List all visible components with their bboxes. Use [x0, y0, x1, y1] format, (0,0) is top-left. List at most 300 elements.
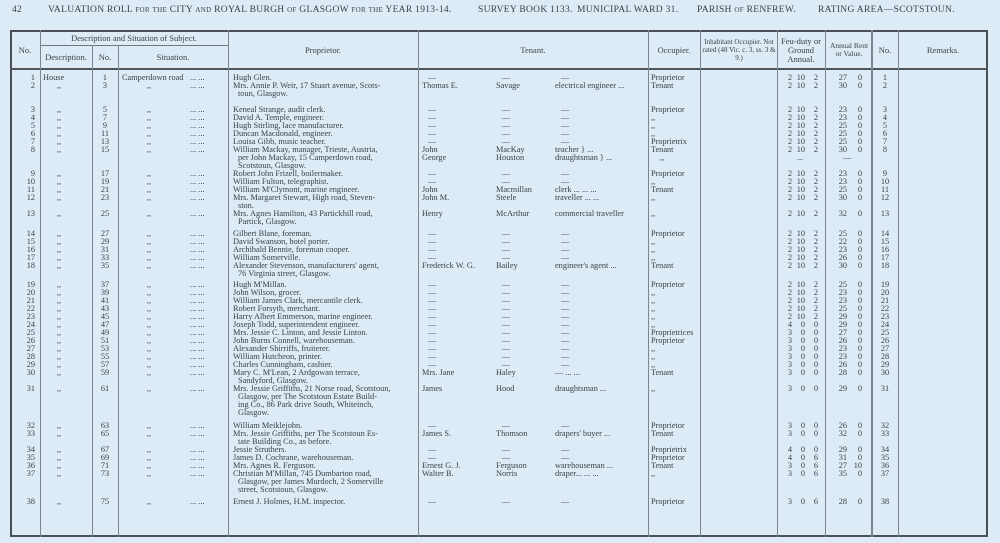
rent-shillings: 0 — [857, 328, 862, 337]
row-number: 27 — [26, 344, 35, 353]
row-number: 16 — [26, 245, 35, 254]
tenant-field: — — [427, 169, 437, 178]
roll-title: VALUATION ROLL for the CITY and ROYAL BURGH of GLASGOW for the YEAR 1913-14. — [48, 5, 452, 15]
row-number-right: 13 — [880, 209, 890, 218]
row-number-right: 24 — [880, 320, 890, 329]
tenant-field: teacher } ... — [555, 145, 594, 154]
col-house-no: No. — [98, 51, 112, 62]
row-number: 28 — [26, 352, 35, 361]
proprietor-line: William James Clark, mercantile clerk. — [233, 296, 363, 305]
tenant-field: Henry — [422, 209, 443, 218]
tenant-field: — — [501, 497, 511, 506]
tenant-field: John — [422, 185, 438, 194]
row-number-right: 3 — [882, 105, 888, 114]
rent-shillings: 0 — [857, 209, 862, 218]
situation-dots: ... ... — [190, 209, 205, 218]
occupier: ,, — [651, 245, 656, 254]
feu-shillings: 10 — [796, 304, 805, 313]
row-number-right: 32 — [880, 421, 890, 430]
house-number: 49 — [100, 328, 110, 337]
house-number: 55 — [100, 352, 110, 361]
feu-pounds: 2 — [787, 105, 792, 114]
rent-pounds: 29 — [838, 445, 847, 454]
feu-shillings: 10 — [796, 185, 805, 194]
situation-dots: ... ... — [190, 328, 205, 337]
feu-shillings: 10 — [796, 280, 805, 289]
proprietor-line: William Meiklejohn. — [233, 421, 303, 430]
row-number: 33 — [26, 429, 35, 438]
rent-shillings: 10 — [853, 461, 862, 470]
column-rule — [92, 45, 93, 537]
tenant-field: — — [501, 253, 511, 262]
row-number: 11 — [27, 185, 35, 194]
occupier: Proprietor — [651, 497, 685, 506]
rent-pounds: 30 — [838, 261, 847, 270]
feu-pence: 2 — [813, 296, 818, 305]
occupier: Proprietor — [651, 229, 685, 238]
situation: ,, — [146, 177, 152, 186]
occupier: Tenant — [651, 185, 674, 194]
tenant-field: engineer's agent ... — [555, 261, 617, 270]
survey-book: SURVEY BOOK 1133. — [478, 5, 573, 15]
situation-dots: ... ... — [190, 384, 205, 393]
feu-shillings: 0 — [800, 328, 805, 337]
house-number: 7 — [102, 113, 108, 122]
tenant-field: — — [501, 445, 511, 454]
rent-pounds: 26 — [838, 421, 847, 430]
house-number: 31 — [100, 245, 110, 254]
feu-pence: 2 — [813, 169, 818, 178]
feu-pounds: 2 — [787, 81, 792, 90]
situation-dots: ... ... — [190, 253, 205, 262]
row-number: 24 — [26, 320, 35, 329]
feu-pence: 0 — [813, 344, 818, 353]
proprietor-line: Archibald Bennie, foreman cooper. — [233, 245, 350, 254]
feu-pence: 0 — [813, 360, 818, 369]
proprietor-line: Mrs. Jessie Griffiths, per The Scotstoun Es- — [233, 429, 378, 438]
row-number: 22 — [26, 304, 35, 313]
situation: ,, — [146, 429, 152, 438]
rent-pounds: 25 — [838, 121, 847, 130]
rent-shillings: 0 — [857, 288, 862, 297]
situation: ,, — [146, 129, 152, 138]
row-number: 5 — [30, 121, 35, 130]
tenant-field: John M. — [422, 193, 450, 202]
proprietor-line: ston. — [238, 201, 254, 210]
house-number: 41 — [100, 296, 110, 305]
situation: ,, — [146, 288, 152, 297]
feu-shillings: 10 — [796, 137, 805, 146]
tenant-field: — — [501, 336, 511, 345]
feu-shillings: 10 — [796, 113, 805, 122]
proprietor-line: per John Mackay, 15 Camperdown road, — [238, 153, 373, 162]
row-number: 29 — [26, 360, 35, 369]
tenant-field: Walter B. — [422, 469, 454, 478]
proprietor-line: Mrs. Agnes Hamilton, 43 Partickhill road, — [233, 209, 373, 218]
tenant-field: — — [560, 73, 570, 82]
rent-shillings: 0 — [857, 352, 862, 361]
rent-pounds: 25 — [838, 304, 847, 313]
row-number-right: 35 — [880, 453, 890, 462]
tenant-field: Ferguson — [496, 461, 527, 470]
situation: ,, — [146, 421, 152, 430]
rent-pounds: 35 — [838, 469, 847, 478]
rent-shillings: 0 — [857, 453, 862, 462]
rent-shillings: 0 — [857, 368, 862, 377]
rent-pounds: 23 — [838, 105, 847, 114]
proprietor-line: Louisa Gibb, music teacher. — [233, 137, 326, 146]
tenant-field: — — [560, 453, 570, 462]
situation: ,, — [146, 229, 152, 238]
tenant-field: — — [427, 320, 437, 329]
house-number: 51 — [100, 336, 110, 345]
rent-shillings: 0 — [857, 280, 862, 289]
description: ,, — [56, 129, 62, 138]
occupier: ,, — [651, 360, 656, 369]
feu-pounds: 3 — [787, 328, 792, 337]
description: ,, — [56, 469, 62, 478]
feu-pence: 2 — [813, 312, 818, 321]
feu-pence: 0 — [813, 368, 818, 377]
rent-shillings: 0 — [857, 73, 862, 82]
description: ,, — [56, 421, 62, 430]
row-number-right: 29 — [880, 360, 890, 369]
proprietor-line: Glasgow. — [238, 408, 270, 417]
occupier: ,, — [651, 304, 656, 313]
feu-pounds: 3 — [787, 368, 792, 377]
tenant-field: — — [427, 137, 437, 146]
rent-shillings: 0 — [857, 304, 862, 313]
tenant-field: Thomson — [496, 429, 528, 438]
tenant-field: — — [560, 105, 570, 114]
feu-pence: 2 — [813, 105, 818, 114]
proprietor-line: Mrs. Jessie C. Linton, and Jessie Linton. — [233, 328, 368, 337]
rent-shillings: 0 — [857, 384, 862, 393]
column-rule — [871, 30, 873, 537]
house-number: 53 — [100, 344, 110, 353]
occupier: ,, — [651, 384, 656, 393]
tenant-field: — — [427, 344, 437, 353]
situation-dots: ... ... — [190, 145, 205, 154]
rent-shillings: 0 — [857, 245, 862, 254]
situation: ,, — [146, 453, 152, 462]
tenant-field: — — [560, 121, 570, 130]
rent-pounds: 25 — [838, 280, 847, 289]
feu-pounds: 3 — [787, 429, 792, 438]
feu-pounds: 2 — [787, 129, 792, 138]
feu-shillings: 0 — [800, 421, 805, 430]
tenant-field: — — [501, 288, 511, 297]
proprietor-line: William Somerville. — [233, 253, 301, 262]
tenant-field: Houston — [496, 153, 525, 162]
situation: ,, — [146, 296, 152, 305]
tenant-field: commercial traveller — [555, 209, 624, 218]
col-description: Description. — [45, 51, 87, 62]
tenant-field: — — [560, 312, 570, 321]
rent-shillings: 0 — [857, 145, 862, 154]
proprietor-line: John Wilson, grocer. — [233, 288, 302, 297]
tenant-field: drapers' buyer ... — [555, 429, 611, 438]
feu-shillings: 0 — [800, 320, 805, 329]
row-number-right: 36 — [880, 461, 890, 470]
occupier: ,, — [651, 113, 656, 122]
tenant-field: — — [427, 328, 437, 337]
tenant-field: — — [501, 328, 511, 337]
rent-shillings: 0 — [857, 429, 862, 438]
tenant-field: — — [560, 229, 570, 238]
situation-dots: ... ... — [190, 312, 205, 321]
tenant-field: — — [501, 105, 511, 114]
rent-shillings: 0 — [857, 336, 862, 345]
situation-dots: ... ... — [190, 129, 205, 138]
house-number: 61 — [100, 384, 110, 393]
proprietor-line: Alexander Stevenson, manufacturers' agent, — [233, 261, 379, 270]
row-number: 6 — [30, 129, 35, 138]
feu-pounds: 3 — [787, 352, 792, 361]
feu-pounds: 2 — [787, 113, 792, 122]
rent-shillings: 0 — [857, 185, 862, 194]
situation: ,, — [146, 497, 152, 506]
occupier: Tenant — [651, 429, 674, 438]
row-number-right: 5 — [882, 121, 888, 130]
rent-pounds: 27 — [838, 328, 847, 337]
feu-pence: 2 — [813, 261, 818, 270]
feu-pounds: 2 — [787, 261, 792, 270]
row-number-right: 20 — [880, 288, 890, 297]
rent-shillings: 0 — [857, 237, 862, 246]
occupier: ,, — [651, 320, 656, 329]
feu-pounds: 2 — [787, 193, 792, 202]
tenant-field: — — [560, 497, 570, 506]
proprietor-line: Ernest J. Holmes, H.M. inspector. — [233, 497, 346, 506]
row-number-right: 21 — [880, 296, 890, 305]
description: ,, — [56, 288, 62, 297]
description: ,, — [56, 497, 62, 506]
situation: ,, — [146, 253, 152, 262]
row-number-right: 38 — [880, 497, 890, 506]
description: ,, — [56, 193, 62, 202]
row-number: 9 — [30, 169, 35, 178]
description: ,, — [56, 209, 62, 218]
proprietor-line: William Mackay, manager, Trieste, Austria, — [233, 145, 378, 154]
situation: ,, — [146, 193, 152, 202]
proprietor-line: Glasgow, per James Murdoch, 2 Somerville — [238, 477, 384, 486]
col-situation: Situation. — [156, 51, 190, 62]
tenant-field: clerk ... ... ... — [555, 185, 597, 194]
feu-shillings: 0 — [800, 368, 805, 377]
feu-pence: 0 — [813, 328, 818, 337]
feu-pounds: 2 — [787, 73, 792, 82]
situation: ,, — [146, 360, 152, 369]
rent-pounds: 31 — [838, 453, 847, 462]
situation: ,, — [146, 304, 152, 313]
situation-dots: ... ... — [190, 469, 205, 478]
row-number: 18 — [26, 261, 35, 270]
house-number: 63 — [100, 421, 110, 430]
column-rule — [40, 30, 41, 537]
description: ,, — [56, 445, 62, 454]
rent-shillings: 0 — [857, 121, 862, 130]
row-number: 32 — [26, 421, 35, 430]
row-number: 8 — [30, 145, 35, 154]
description: ,, — [56, 237, 62, 246]
row-number-right: 16 — [880, 245, 890, 254]
house-number: 13 — [100, 137, 110, 146]
proprietor-line: Mrs. Jessie Griffiths, 21 Norse road, Scotstoun, — [233, 384, 391, 393]
feu-shillings: 0 — [800, 360, 805, 369]
feu-shillings: 10 — [796, 237, 805, 246]
house-number: 29 — [100, 237, 110, 246]
tenant-field: — — [560, 445, 570, 454]
feu-shillings: 10 — [796, 253, 805, 262]
proprietor-line: tate Building Co., as before. — [238, 437, 332, 446]
row-number-right: 31 — [880, 384, 890, 393]
tenant-field: MacKay — [496, 145, 525, 154]
description: ,, — [56, 360, 62, 369]
rent-pounds: 25 — [838, 129, 847, 138]
occupier: Proprietor — [651, 105, 685, 114]
description: ,, — [56, 304, 62, 313]
proprietor-line: David A. Temple, engineer. — [233, 113, 324, 122]
situation: ,, — [146, 245, 152, 254]
situation-dots: ... ... — [190, 105, 205, 114]
rent-shillings: 0 — [857, 360, 862, 369]
occupier: ,, — [651, 312, 656, 321]
row-number-right: 34 — [880, 445, 890, 454]
tenant-field: Savage — [496, 81, 520, 90]
rent-pounds: 23 — [838, 288, 847, 297]
tenant-field: Haley — [496, 368, 516, 377]
feu-pence: 0 — [813, 384, 818, 393]
description: House — [43, 73, 65, 82]
feu-shillings: 10 — [796, 129, 805, 138]
feu-shillings: 10 — [796, 245, 805, 254]
tenant-field: — — [427, 113, 437, 122]
situation-dots: ... ... — [190, 193, 205, 202]
tenant-field: Bailey — [496, 261, 518, 270]
feu-pence: 2 — [813, 73, 818, 82]
description: ,, — [56, 344, 62, 353]
tenant-field: — — [501, 360, 511, 369]
description: ,, — [56, 384, 62, 393]
feu-pounds: 3 — [787, 336, 792, 345]
house-number: 33 — [100, 253, 110, 262]
situation: ,, — [146, 328, 152, 337]
description: ,, — [56, 296, 62, 305]
rent-pounds: 30 — [838, 145, 847, 154]
tenant-field: — — [427, 121, 437, 130]
row-number: 3 — [30, 105, 35, 114]
feu-pence: 2 — [813, 193, 818, 202]
tenant-field: James — [422, 384, 443, 393]
feu-pence: 2 — [813, 209, 818, 218]
rent-pounds: 26 — [838, 336, 847, 345]
tenant-field: — — [501, 312, 511, 321]
situation-dots: ... ... — [190, 296, 205, 305]
tenant-field: John — [422, 145, 438, 154]
row-number-right: 30 — [880, 368, 890, 377]
tenant-field: — — [560, 245, 570, 254]
feu-pounds: 2 — [787, 280, 792, 289]
rent-pounds: 30 — [838, 193, 847, 202]
column-rule — [228, 30, 229, 537]
house-number: 69 — [100, 453, 110, 462]
rent-pounds: 29 — [838, 384, 847, 393]
tenant-field: — — [560, 253, 570, 262]
col-desc-group: Description and Situation of Subject. — [71, 33, 197, 43]
tenant-field: — — [501, 113, 511, 122]
feu-shillings: 10 — [796, 193, 805, 202]
situation: ,, — [146, 461, 152, 470]
situation-dots: ... ... — [190, 237, 205, 246]
feu-shillings: 10 — [796, 209, 805, 218]
tenant-field: — — [501, 304, 511, 313]
proprietor-line: William Fulton, telegraphist. — [233, 177, 329, 186]
tenant-field: — — [560, 304, 570, 313]
house-number: 5 — [102, 105, 108, 114]
situation: ,, — [146, 344, 152, 353]
proprietor-line: David Swanson, hotel porter. — [233, 237, 330, 246]
tenant-field: Macmillan — [496, 185, 532, 194]
occupier: Proprietor — [651, 73, 685, 82]
row-number: 2 — [30, 81, 35, 90]
row-number: 36 — [26, 461, 35, 470]
col-no2: No. — [878, 44, 892, 55]
proprietor-line: toun, Glasgow. — [238, 89, 288, 98]
row-number: 37 — [26, 469, 35, 478]
description: ,, — [56, 177, 62, 186]
proprietor-line: Hugh Glen. — [233, 73, 272, 82]
feu-pounds: 2 — [787, 209, 792, 218]
row-number: 12 — [26, 193, 35, 202]
tenant-field: — — [427, 280, 437, 289]
house-number: 11 — [101, 129, 109, 138]
occupier: Tenant — [651, 368, 674, 377]
tenant-field: — — [427, 73, 437, 82]
house-number: 1 — [102, 73, 108, 82]
tenant-field: — — [501, 137, 511, 146]
rent-shillings: 0 — [857, 229, 862, 238]
feu-shillings: 0 — [800, 453, 805, 462]
tenant-field: electrical engineer ... — [555, 81, 625, 90]
tenant-field: — — [560, 280, 570, 289]
tenant-field: — — [501, 237, 511, 246]
house-number: 43 — [100, 304, 110, 313]
tenant-field: Thomas E. — [422, 81, 458, 90]
proprietor-line: Robert Forsyth, merchant. — [233, 304, 321, 313]
row-number: 7 — [30, 137, 35, 146]
tenant-field: — — [427, 421, 437, 430]
column-rule — [777, 30, 778, 537]
situation: ,, — [146, 105, 152, 114]
feu-pounds: 2 — [787, 121, 792, 130]
situation-dots: ... ... — [190, 177, 205, 186]
situation-dots: ... ... — [190, 429, 205, 438]
rent-pounds: 29 — [838, 312, 847, 321]
rent-shillings: 0 — [857, 312, 862, 321]
proprietor-line: Scotstoun, Glasgow. — [238, 161, 306, 170]
situation-dots: ... ... — [190, 453, 205, 462]
rent-pounds: 23 — [838, 245, 847, 254]
rent-pounds: 23 — [838, 296, 847, 305]
proprietor-line: Glasgow, per The Scotstoun Estate Build- — [238, 392, 377, 401]
house-number: 23 — [100, 193, 110, 202]
column-rule — [118, 45, 119, 537]
tenant-field: — — [427, 253, 437, 262]
municipal-ward: MUNICIPAL WARD 31. — [577, 5, 679, 15]
description: ,, — [56, 245, 62, 254]
rent-shillings: 0 — [857, 177, 862, 186]
